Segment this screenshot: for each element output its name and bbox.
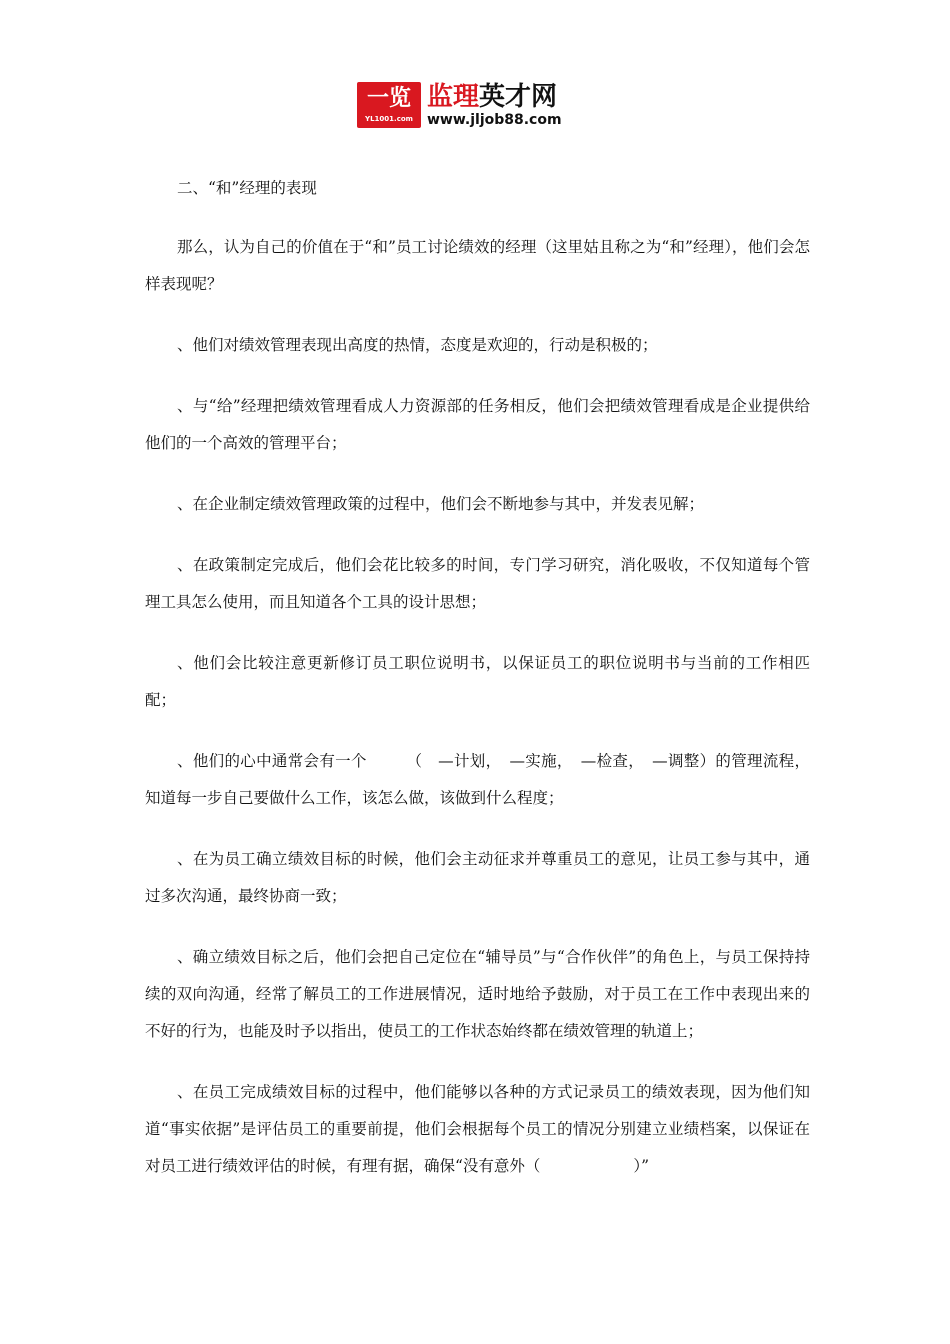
section-heading: 二、“和”经理的表现 — [177, 179, 317, 197]
paragraph-item: 、在员工完成绩效目标的过程中，他们能够以各种的方式记录员工的绩效表现，因为他们知道“事实依据”是评估员工的重要前提，他们会根据每个员工的情况分别建立业绩档案，以保证在对员工进行绩效评估的时候，有理有据，确保“没有意外（ ）” — [145, 1083, 810, 1175]
logo-url: www.jljob88.com — [427, 112, 562, 128]
logo-mark-domain: YL1001.com — [365, 115, 413, 123]
paragraph-item: 、确立绩效目标之后，他们会把自己定位在“辅导员”与“合作伙伴”的角色上，与员工保持持续的双向沟通，经常了解员工的工作进展情况，适时地给予鼓励，对于员工在工作中表现出来的不好的行为，也能及时予以指出，使员工的工作状态始终都在绩效管理的轨道上； — [145, 948, 810, 1040]
document-body — [145, 170, 810, 1185]
paragraph-item: 、在企业制定绩效管理政策的过程中，他们会不断地参与其中，并发表见解； — [177, 495, 705, 513]
logo-title — [427, 82, 562, 112]
paragraph-item: 、在为员工确立绩效目标的时候，他们会主动征求并尊重员工的意见，让员工参与其中，通过多次沟通，最终协商一致； — [145, 850, 810, 905]
paragraph-item: 、与“给”经理把绩效管理看成人力资源部的任务相反，他们会把绩效管理看成是企业提供给他们的一个高效的管理平台； — [145, 397, 810, 452]
logo-text — [427, 82, 562, 128]
logo-mark — [357, 82, 421, 128]
paragraph-item: 、在政策制定完成后，他们会花比较多的时间，专门学习研究，消化吸收，不仅知道每个管理工具怎么使用，而且知道各个工具的设计思想； — [145, 556, 810, 611]
logo-mark-text: 一览 — [366, 86, 411, 111]
site-logo — [357, 82, 577, 130]
paragraph-intro: 那么，认为自己的价值在于“和”员工讨论绩效的经理（这里姑且称之为“和”经理），他们会怎样表现呢？ — [145, 238, 810, 293]
paragraph-item: 、他们会比较注意更新修订员工职位说明书，以保证员工的职位说明书与当前的工作相匹配； — [145, 654, 810, 709]
logo-title-black: 英才网 — [479, 82, 558, 112]
paragraph-item: 、他们的心中通常会有一个 （ —计划， —实施， —检查， —调整）的管理流程，知道每一步自己要做什么工作，该怎么做，该做到什么程度； — [145, 752, 810, 807]
paragraph-item: 、他们对绩效管理表现出高度的热情，态度是欢迎的，行动是积极的； — [177, 336, 658, 354]
logo-title-red: 监理 — [427, 82, 480, 112]
